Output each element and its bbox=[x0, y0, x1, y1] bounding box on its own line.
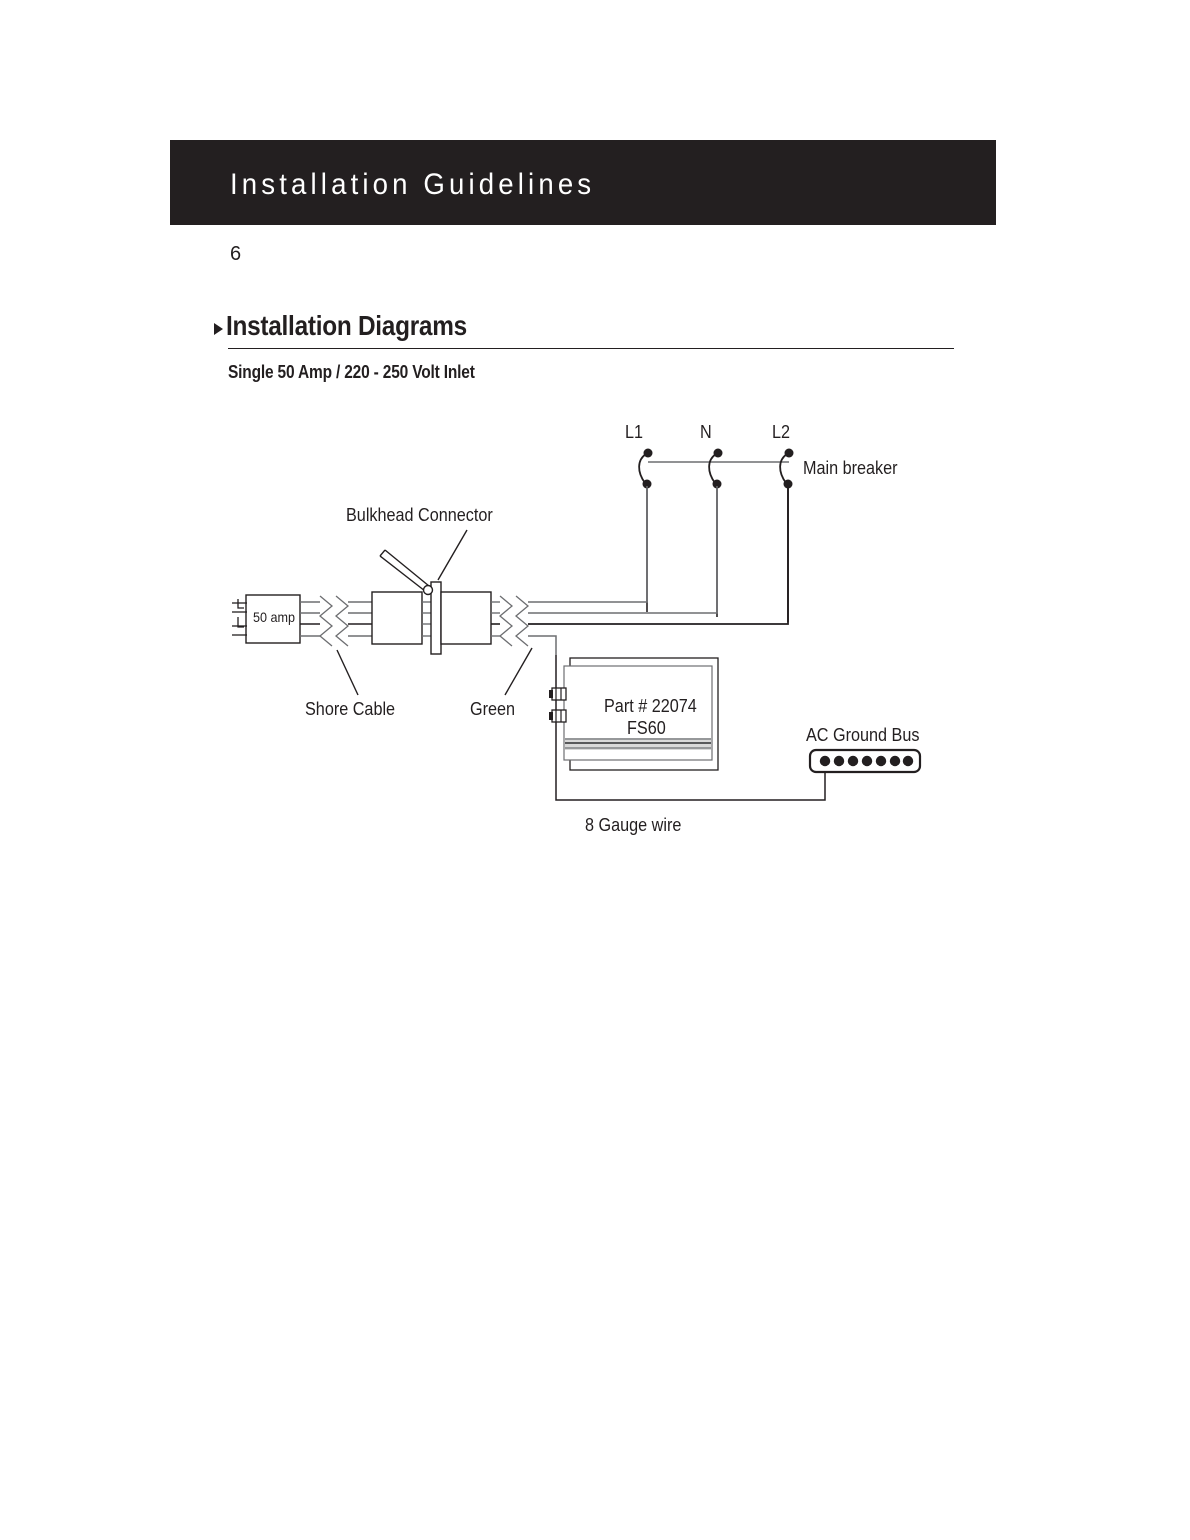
installation-diagram bbox=[0, 400, 1000, 860]
ac-ground-bus bbox=[810, 750, 920, 772]
bulkhead-pivot bbox=[424, 586, 433, 595]
page-header-banner bbox=[170, 140, 996, 225]
label-pole-l1: L1 bbox=[625, 422, 644, 442]
cable-break-marks-right bbox=[500, 596, 528, 646]
label-main-breaker: Main breaker bbox=[803, 458, 898, 478]
label-green: Green bbox=[470, 699, 516, 719]
page-title: Installation Guidelines bbox=[230, 168, 596, 201]
label-shore-cable: Shore Cable bbox=[305, 699, 396, 719]
leader-shore-cable bbox=[337, 650, 358, 695]
breaker-pole-n bbox=[709, 449, 722, 618]
breaker-pole-l2 bbox=[780, 449, 793, 623]
leader-green bbox=[505, 648, 532, 695]
conductor-l1 bbox=[528, 486, 647, 602]
cable-break-marks bbox=[320, 596, 348, 646]
section-title: Installation Diagrams bbox=[226, 310, 467, 341]
label-ac-ground-bus: AC Ground Bus bbox=[806, 725, 920, 745]
conductor-green bbox=[528, 636, 556, 655]
label-pole-l2: L2 bbox=[772, 422, 791, 442]
label-gauge-wire: 8 Gauge wire bbox=[585, 815, 682, 835]
triangle-right-icon bbox=[214, 323, 223, 335]
cable-run-right bbox=[491, 596, 528, 646]
label-device-part: Part # 22074 bbox=[604, 696, 697, 716]
label-device-model: FS60 bbox=[627, 718, 666, 738]
section-subtitle: Single 50 Amp / 220 - 250 Volt Inlet bbox=[228, 362, 475, 382]
label-pole-n: N bbox=[700, 422, 712, 442]
page-number: 6 bbox=[230, 243, 242, 265]
leader-dummy bbox=[447, 530, 448, 532]
leader-bulkhead bbox=[438, 530, 467, 580]
cable-run-left bbox=[300, 596, 372, 646]
section-divider bbox=[228, 348, 954, 349]
label-plug-rating: 50 amp bbox=[253, 609, 296, 625]
conductor-l2 bbox=[528, 486, 788, 624]
conductor-wires bbox=[528, 486, 788, 655]
plug-prongs bbox=[232, 599, 247, 635]
inline-junction-box bbox=[372, 592, 422, 644]
device-fin-band bbox=[565, 738, 711, 750]
breaker-pole-l1 bbox=[639, 449, 652, 613]
section-heading bbox=[214, 310, 944, 356]
conductor-n bbox=[528, 486, 717, 613]
bulkhead-body-box bbox=[441, 592, 491, 644]
label-bulkhead-connector: Bulkhead Connector bbox=[346, 505, 493, 525]
